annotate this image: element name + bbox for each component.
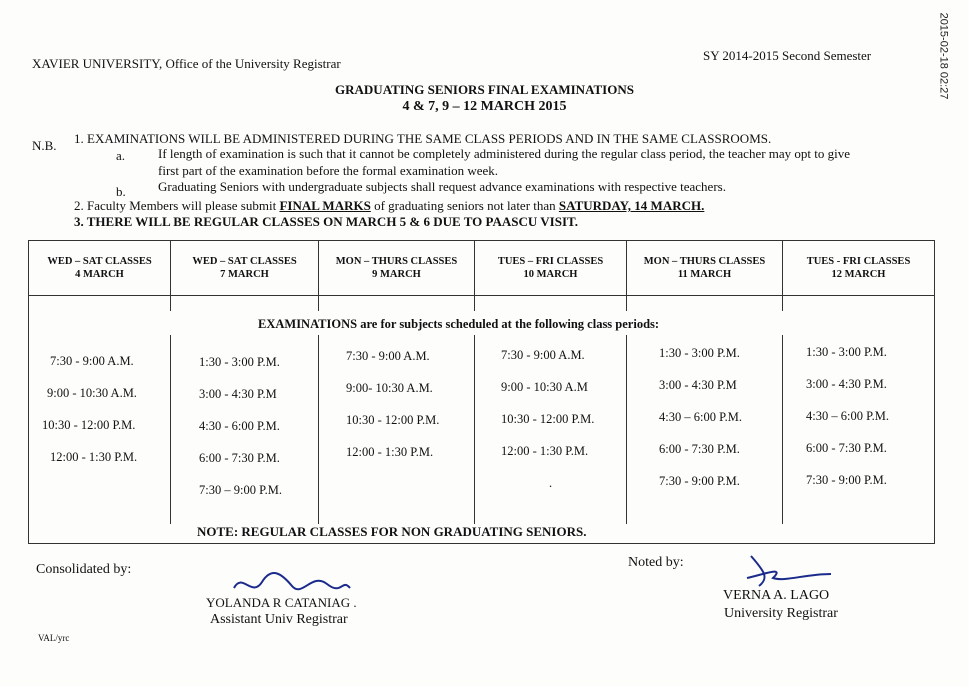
time-slot: 10:30 - 12:00 P.M. (346, 413, 440, 427)
note-a-line1: If length of examination is such that it cannot be completely administered during the regular class period, the teacher may opt to give (158, 146, 851, 161)
time-slot: 7:30 - 9:00 A.M. (50, 354, 134, 368)
exam-dates: 4 & 7, 9 – 12 MARCH 2015 (402, 99, 567, 114)
consolidated-title: Assistant Univ Registrar (210, 612, 348, 627)
column-day-label: MON – THURS CLASSES (335, 256, 458, 267)
time-slot: 3:00 - 4:30 P.M (659, 378, 737, 392)
time-slot: 7:30 – 9:00 P.M. (199, 483, 283, 497)
column-date-label: 11 MARCH (677, 269, 732, 280)
column-header (475, 241, 627, 296)
time-slot: 7:30 - 9:00 P.M. (806, 473, 887, 487)
column-header (319, 241, 475, 296)
time-slot: 9:00 - 10:30 A.M. (47, 386, 137, 400)
time-slot: 1:30 - 3:00 P.M. (199, 355, 280, 369)
note-item-3: 3. THERE WILL BE REGULAR CLASSES ON MARCH 5 & 6 DUE TO PAASCU VISIT. (74, 214, 578, 229)
noted-signature (745, 552, 835, 593)
deadline-emphasis: SATURDAY, 14 MARCH. (558, 198, 705, 213)
time-slot: . (549, 476, 553, 490)
time-slot: 6:00 - 7:30 P.M. (806, 441, 887, 455)
table-header-row (29, 241, 935, 296)
time-slot: 12:00 - 1:30 P.M. (346, 445, 434, 459)
note-a-line2: first part of the examination before the formal examination week. (158, 163, 499, 178)
time-slot: 12:00 - 1:30 P.M. (50, 450, 138, 464)
column-day-label: MON – THURS CLASSES (643, 256, 766, 267)
document-initials: VAL/yrc (38, 633, 70, 643)
school-year-header: SY 2014-2015 Second Semester (703, 48, 872, 63)
time-slot: 1:30 - 3:00 P.M. (806, 345, 887, 359)
note-b-marker: b. (116, 184, 126, 199)
time-slot: 7:30 - 9:00 A.M. (501, 348, 585, 362)
column-header (171, 241, 319, 296)
consolidated-name: YOLANDA R CATANIAG . (206, 595, 357, 610)
consolidated-by-label: Consolidated by: (36, 562, 132, 577)
column-day-label: WED – SAT CLASSES (192, 256, 297, 267)
institution-header: XAVIER UNIVERSITY, Office of the University Registrar (32, 56, 341, 71)
time-slot: 9:00- 10:30 A.M. (346, 381, 433, 395)
column-header (627, 241, 783, 296)
note-item-2 (74, 198, 704, 214)
time-slot: 4:30 – 6:00 P.M. (659, 410, 743, 424)
time-slot: 3:00 - 4:30 P.M. (806, 377, 887, 391)
noted-name: VERNA A. LAGO (723, 588, 830, 603)
column-header (29, 241, 171, 296)
note-item-2-mid: of graduating seniors not later than (370, 198, 559, 213)
time-slot: 12:00 - 1:30 P.M. (501, 444, 589, 458)
noted-title: University Registrar (724, 606, 838, 621)
signature-scribble-icon (745, 552, 835, 588)
column-header (783, 241, 935, 296)
time-slot: 4:30 - 6:00 P.M. (199, 419, 280, 433)
table-banner: EXAMINATIONS are for subjects scheduled at the following class periods: (258, 317, 660, 331)
column-date-label: 9 MARCH (372, 269, 421, 280)
document-title: GRADUATING SENIORS FINAL EXAMINATIONS (335, 82, 634, 97)
time-slot: 4:30 – 6:00 P.M. (806, 409, 890, 423)
time-slot: 3:00 - 4:30 P.M (199, 387, 277, 401)
note-b-line1: Graduating Seniors with undergraduate subjects shall request advance examinations with respective teachers. (158, 179, 726, 194)
final-marks-emphasis: FINAL MARKS (279, 198, 371, 213)
exam-schedule-table (28, 240, 935, 544)
note-item-2-text: 2. Faculty Members will please submit (74, 198, 280, 213)
time-slot: 7:30 - 9:00 A.M. (346, 349, 430, 363)
column-day-label: TUES – FRI CLASSES (497, 256, 604, 267)
column-day-label: TUES - FRI CLASSES (806, 256, 911, 267)
table-footer-note: NOTE: REGULAR CLASSES FOR NON GRADUATING SENIORS. (197, 524, 587, 539)
note-a-marker: a. (116, 148, 126, 163)
note-item-1: 1. EXAMINATIONS WILL BE ADMINISTERED DURING THE SAME CLASS PERIODS AND IN THE SAME CLASSROOMS. (74, 131, 772, 146)
time-slot: 6:00 - 7:30 P.M. (199, 451, 280, 465)
column-date-label: 7 MARCH (220, 269, 269, 280)
column-date-label: 10 MARCH (523, 269, 578, 280)
time-slot: 9:00 - 10:30 A.M (501, 380, 588, 394)
time-slot: 10:30 - 12:00 P.M. (501, 412, 595, 426)
nb-label: N.B. (32, 138, 57, 153)
noted-by-label: Noted by: (628, 555, 684, 570)
column-date-label: 12 MARCH (831, 269, 886, 280)
column-day-label: WED – SAT CLASSES (47, 256, 152, 267)
column-date-label: 4 MARCH (75, 269, 124, 280)
time-slot: 7:30 - 9:00 P.M. (659, 474, 740, 488)
time-slot: 1:30 - 3:00 P.M. (659, 346, 740, 360)
time-slot: 10:30 - 12:00 P.M. (42, 418, 136, 432)
time-slot: 6:00 - 7:30 P.M. (659, 442, 740, 456)
scan-timestamp: 2015-02-18 02:27 (937, 12, 950, 100)
